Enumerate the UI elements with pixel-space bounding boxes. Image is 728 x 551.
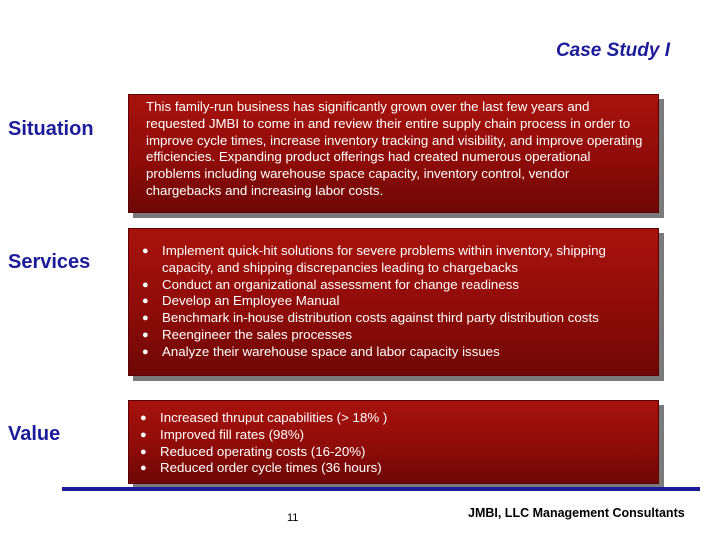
list-item-text: Implement quick-hit solutions for severe problems within inventory, shipping capacity, and shipping discrepancies leading to chargebacks — [162, 243, 606, 275]
list-item-text: Reengineer the sales processes — [162, 326, 352, 342]
list-item-text: Reduced order cycle times (36 hours) — [160, 460, 382, 476]
list-item-text: Increased thruput capabilities (> 18% ) — [160, 410, 388, 425]
list-item-text: Analyze their warehouse space and labor capacity issues — [162, 343, 500, 359]
bullet-icon: ● — [142, 278, 149, 291]
bullet-icon: ● — [140, 462, 147, 475]
list-item-text: Reduced operating costs (16-20%) — [160, 443, 366, 459]
list-item-text: Improved fill rates (98%) — [160, 426, 305, 442]
page-number: 11 — [287, 512, 299, 524]
slide-title: Case Study I — [555, 40, 670, 61]
value-box — [128, 400, 659, 484]
list-item — [139, 460, 650, 477]
bullet-icon: ● — [140, 445, 147, 458]
list-item — [141, 344, 650, 361]
situation-label: Situation — [8, 118, 94, 140]
list-item-text: Conduct an organizational assessment for change readiness — [162, 276, 520, 292]
situation-box — [128, 94, 659, 213]
services-box — [128, 228, 659, 376]
bullet-icon: ● — [142, 295, 149, 308]
bullet-icon: ● — [140, 412, 147, 424]
list-item — [139, 410, 650, 427]
list-item — [139, 444, 650, 461]
footer-divider — [62, 487, 700, 491]
value-list — [139, 410, 650, 477]
list-item — [141, 310, 650, 327]
list-item-text: Benchmark in-house distribution costs against third party distribution costs — [162, 310, 599, 326]
list-item-text: Develop an Employee Manual — [162, 293, 340, 309]
bullet-icon: ● — [142, 312, 149, 325]
list-item — [141, 293, 650, 310]
services-label: Services — [8, 251, 91, 273]
list-item — [139, 427, 650, 444]
bullet-icon: ● — [142, 245, 149, 257]
bullet-icon: ● — [142, 328, 149, 341]
list-item — [141, 243, 650, 277]
value-label: Value — [8, 423, 61, 445]
list-item — [141, 327, 650, 344]
situation-text: This family-run business has significantly grown over the last few years and requested JMBI to come in and review their entire supply chain process in order to improve cycle times, increase inventory tracking and visibility, and improve operating efficiencies. Expanding product offerings had created numerous operational problems including warehouse space capacity, inventory control, vendor chargebacks and increasing labor costs. — [146, 99, 643, 198]
footer-company-name: JMBI, LLC Management Consultants — [468, 506, 685, 520]
services-list — [141, 243, 650, 361]
list-item — [141, 277, 650, 294]
bullet-icon: ● — [140, 428, 147, 441]
bullet-icon: ● — [142, 345, 149, 358]
